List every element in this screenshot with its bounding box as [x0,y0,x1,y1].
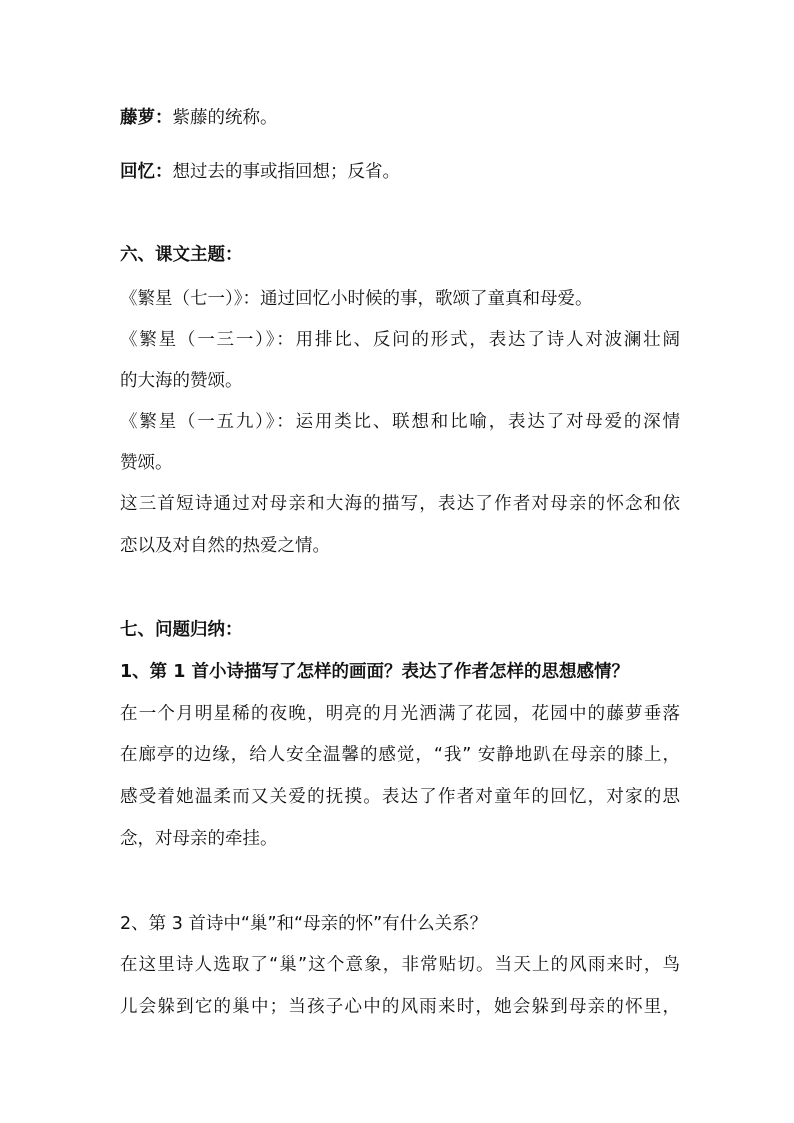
section7-heading: 七、问题归纳： [120,620,243,640]
section6-line: 《繁星（一三一）》：用排比、反问的形式，表达了诗人对波澜壮阔 [120,330,680,350]
section6-line: 赞颂。 [120,453,173,473]
answer-2-line: 儿会躲到它的巢中；当孩子心中的风雨来时，她会躲到母亲的怀里， [120,997,680,1017]
section6-line: 《繁星（一五九）》：运用类比、联想和比喻，表达了对母爱的深情 [120,412,680,432]
answer-1-line: 感受着她温柔而又关爱的抚摸。表达了作者对童年的回忆，对家的思 [120,787,680,807]
section6-line: 的大海的赞颂。 [120,371,243,391]
section6-line: 《繁星（七一）》：通过回忆小时候的事，歌颂了童真和母爱。 [120,289,593,309]
answer-2-line: 在这里诗人选取了“巢”这个意象，非常贴切。当天上的风雨来时，鸟 [120,955,680,975]
section6-line: 这三首短诗通过对母亲和大海的描写，表达了作者对母亲的怀念和依 [120,494,680,514]
section6-line: 恋以及对自然的热爱之情。 [120,536,330,556]
definition-huiyi [120,160,680,184]
question-2: 2、第 3 首诗中“巢”和“母亲的怀”有什么关系？ [120,914,488,934]
answer-1-line: 在廊亭的边缘，给人安全温馨的感觉，“我” 安静地趴在母亲的膝上， [120,745,680,765]
question-1: 1、第 1 首小诗描写了怎样的画面？表达了作者怎样的思想感情？ [120,662,630,682]
definition-text: 想过去的事或指回想；反省。 [172,162,400,182]
definition-tengluo [120,106,680,130]
answer-1-line: 在一个月明星稀的夜晚，明亮的月光洒满了花园，花园中的藤萝垂落 [120,704,680,724]
definition-text: 紫藤的统称。 [172,108,278,128]
answer-1-line: 念，对母亲的牵挂。 [120,829,278,849]
definition-term: 回忆： [120,162,173,182]
section6-heading: 六、课文主题： [120,245,243,265]
definition-term: 藤萝： [120,108,173,128]
